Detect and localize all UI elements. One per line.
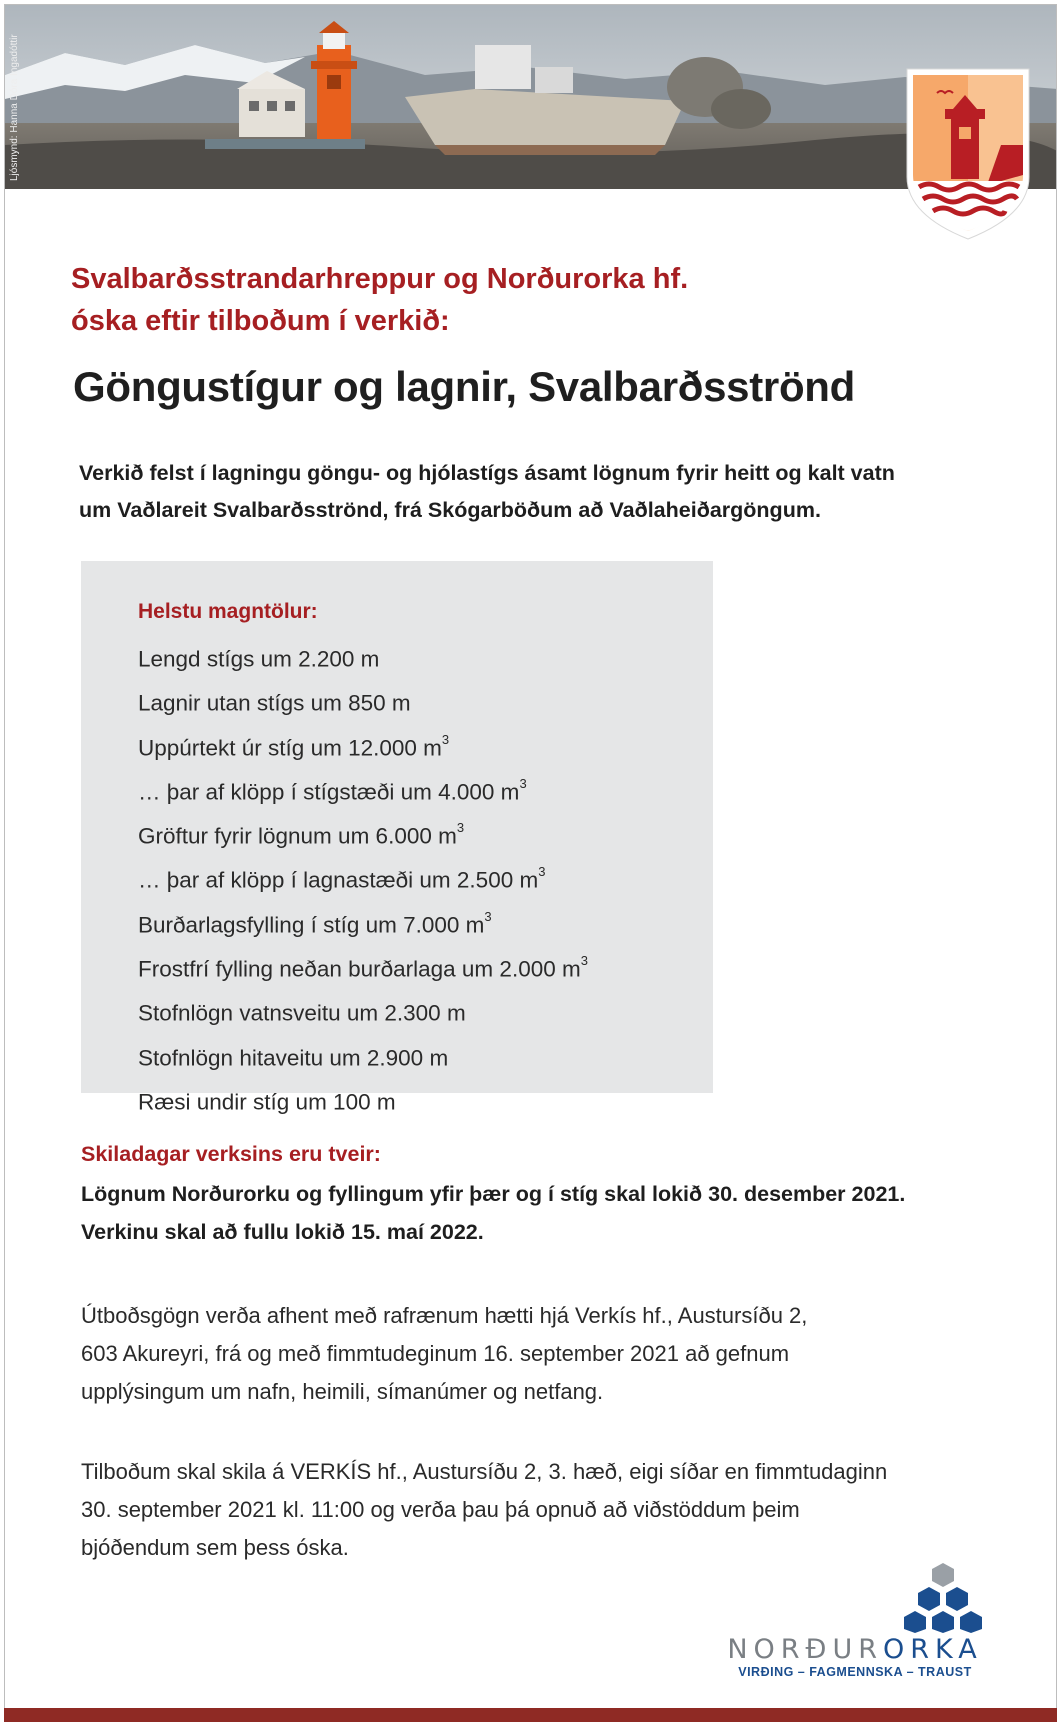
header-photo xyxy=(5,5,1057,189)
documents-line-3: upplýsingum um nafn, heimili, símanúmer og netfang. xyxy=(81,1379,604,1404)
quantity-item: … þar af klöpp í stígstæði um 4.000 $m^3$ xyxy=(138,775,527,805)
heading-line-1: Svalbarðsstrandarhreppur og Norðurorka hf. xyxy=(71,263,689,295)
quantity-item: … þar af klöpp í lagnastæði um 2.500 $m^3$ xyxy=(138,864,546,893)
submission-line-2: 30. september 2021 kl. 11:00 og verða þau þá opnuð að viðstöddum þeim xyxy=(81,1497,800,1522)
quantity-item: Stofnlögn hitaveitu um 2.900 m xyxy=(138,1045,449,1071)
hexagon-cluster-icon xyxy=(705,1561,1005,1633)
quantity-item: Frostfrí fylling neðan burðarlaga um 2.000 $m^3$ xyxy=(138,953,588,982)
documents-line-2: 603 Akureyri, frá og með fimmtudeginum 16. september 2021 að gefnum xyxy=(81,1341,790,1366)
logo-tagline: VIRÐING – FAGMENNSKA – TRAUST xyxy=(738,1665,972,1679)
deadlines-heading: Skiladagar verksins eru tveir: xyxy=(81,1142,381,1166)
deadline-line-1: Lögnum Norðurorku og fyllingum yfir þær og í stíg skal lokið 30. desember 2021. xyxy=(81,1182,906,1206)
nordurorka-logo xyxy=(705,1561,1005,1681)
description-line-1: Verkið felst í lagningu göngu- og hjólastígs ásamt lögnum fyrir heitt og kalt vatn xyxy=(79,461,895,485)
submission-line-1: Tilboðum skal skila á VERKÍS hf., Austursíðu 2, 3. hæð, eigi síðar en fimmtudaginn xyxy=(81,1459,888,1484)
description-line-2: um Vaðlareit Svalbarðsströnd, frá Skógarböðum að Vaðlaheiðargöngum. xyxy=(79,498,821,522)
quantity-item: Lagnir utan stígs um 850 m xyxy=(138,690,411,716)
project-title: Göngustígur og lagnir, Svalbarðsströnd xyxy=(73,363,856,410)
quantity-item: Uppúrtekt úr stíg um 12.000 $m^3$ xyxy=(138,731,450,761)
quantity-item: Ræsi undir stíg um 100 m xyxy=(138,1089,396,1115)
documents-line-1: Útboðsgögn verða afhent með rafrænum hætti hjá Verkís hf., Austursíðu 2, xyxy=(81,1303,808,1328)
quantities-heading: Helstu magntölur: xyxy=(138,600,318,623)
quantities-list xyxy=(138,635,588,1122)
advertisement xyxy=(4,4,1057,1716)
heading-line-2: óska eftir tilboðum í verkið: xyxy=(71,305,450,337)
lighthouse-crest-icon xyxy=(901,65,1035,243)
quantities-box xyxy=(81,561,713,1115)
deadline-line-2: Verkinu skal að fullu lokið 15. maí 2022. xyxy=(81,1220,484,1244)
quantity-item: Burðarlagsfylling í stíg um 7.000 $m^3$ xyxy=(138,908,492,938)
submission-line-3: bjóðendum sem þess óska. xyxy=(81,1535,349,1560)
quantity-item: Gröftur fyrir lögnum um 6.000 $m^3$ xyxy=(138,820,465,849)
quantity-item: Stofnlögn vatnsveitu um 2.300 m xyxy=(138,1000,466,1026)
photo-credit: Ljósmynd: Hanna Dóra Ingadóttir xyxy=(9,34,20,181)
quantity-item: Lengd stígs um 2.200 m xyxy=(138,646,380,672)
logo-wordmark: NORÐURORKA xyxy=(727,1634,983,1665)
bottom-bar xyxy=(4,1708,1057,1722)
